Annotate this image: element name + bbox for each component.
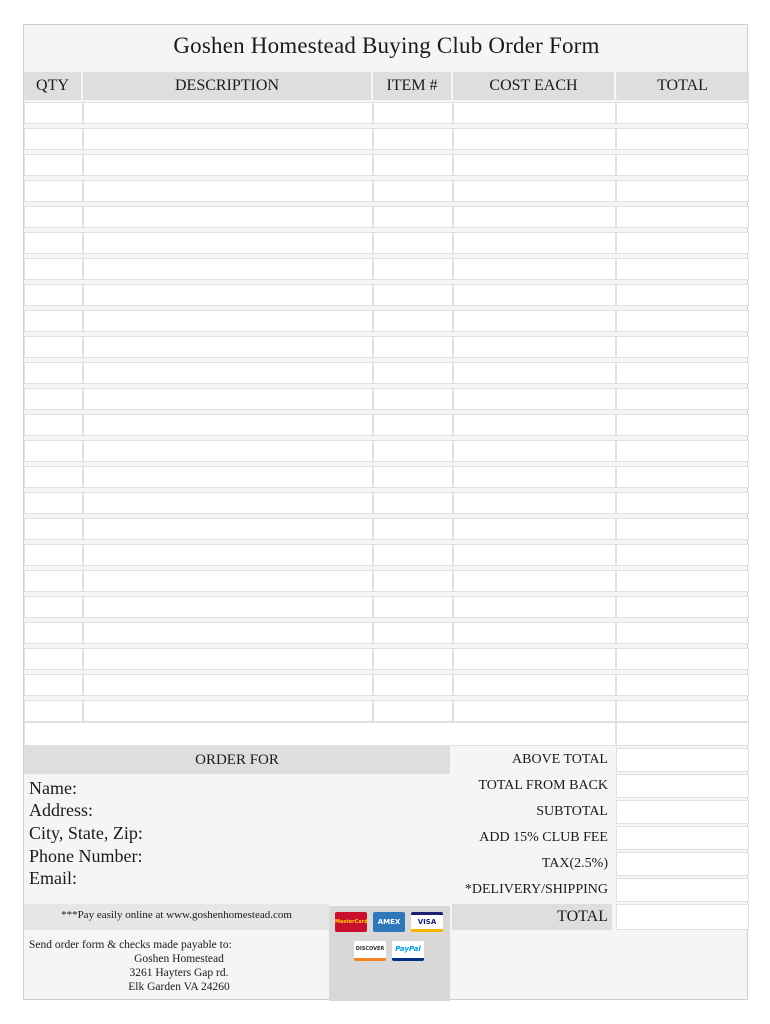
above-total-label: ABOVE TOTAL	[452, 748, 612, 772]
blank-total-cell[interactable]	[616, 722, 749, 746]
total-cell[interactable]	[616, 440, 749, 462]
item-cell[interactable]	[373, 544, 453, 566]
phone-field[interactable]: Phone Number:	[29, 846, 143, 866]
cost-each-cell[interactable]	[453, 414, 616, 436]
total-cell[interactable]	[616, 414, 749, 436]
send-instructions	[29, 938, 329, 994]
tax-cell[interactable]	[616, 852, 749, 876]
total-cell[interactable]	[616, 700, 749, 722]
qty-cell[interactable]	[24, 596, 83, 618]
total-cell[interactable]	[616, 258, 749, 280]
paypal-icon: PayPal	[392, 941, 424, 961]
qty-cell[interactable]	[24, 102, 83, 124]
description-cell[interactable]	[83, 700, 373, 722]
item-cell[interactable]	[373, 336, 453, 358]
qty-cell[interactable]	[24, 336, 83, 358]
club-fee-cell[interactable]	[616, 826, 749, 850]
qty-cell[interactable]	[24, 466, 83, 488]
cost-each-cell[interactable]	[453, 102, 616, 124]
cost-each-cell[interactable]	[453, 128, 616, 150]
description-cell[interactable]	[83, 362, 373, 384]
table-row	[24, 282, 749, 308]
tax-label: TAX(2.5%)	[452, 852, 612, 876]
address-line: Elk Garden VA 24260	[128, 981, 230, 993]
description-cell[interactable]	[83, 492, 373, 514]
cost-each-cell[interactable]	[453, 154, 616, 176]
cost-each-cell[interactable]	[453, 180, 616, 202]
item-cell[interactable]	[373, 466, 453, 488]
item-cell[interactable]	[373, 362, 453, 384]
qty-cell[interactable]	[24, 154, 83, 176]
form-title: Goshen Homestead Buying Club Order Form	[173, 33, 600, 58]
amex-icon: AMEX	[373, 912, 405, 932]
table-row	[24, 594, 749, 620]
total-cell[interactable]	[616, 232, 749, 254]
order-for-header: ORDER FOR	[24, 746, 450, 774]
cost-each-cell[interactable]	[453, 622, 616, 644]
description-cell[interactable]	[83, 544, 373, 566]
qty-cell[interactable]	[24, 518, 83, 540]
total-cell[interactable]	[616, 492, 749, 514]
description-cell[interactable]	[83, 102, 373, 124]
table-row	[24, 178, 749, 204]
item-cell[interactable]	[373, 570, 453, 592]
table-row	[24, 438, 749, 464]
item-cell[interactable]	[373, 440, 453, 462]
item-cell[interactable]	[373, 310, 453, 332]
total-cell[interactable]	[616, 154, 749, 176]
grand-total-cell[interactable]	[616, 904, 749, 930]
qty-cell[interactable]	[24, 232, 83, 254]
total-cell[interactable]	[616, 466, 749, 488]
qty-cell[interactable]	[24, 440, 83, 462]
cost-each-cell[interactable]	[453, 284, 616, 306]
cost-each-cell[interactable]	[453, 492, 616, 514]
table-row	[24, 568, 749, 594]
qty-cell[interactable]	[24, 180, 83, 202]
subtotal-label: SUBTOTAL	[452, 800, 612, 824]
grand-total-label: TOTAL	[452, 904, 612, 930]
discover-icon: DISCOVER	[354, 941, 386, 961]
total-from-back-cell[interactable]	[616, 774, 749, 798]
table-row	[24, 100, 749, 126]
item-cell[interactable]	[373, 284, 453, 306]
item-cell[interactable]	[373, 206, 453, 228]
column-header-item: ITEM #	[373, 72, 453, 100]
total-cell[interactable]	[616, 128, 749, 150]
total-cell[interactable]	[616, 388, 749, 410]
column-header-total: TOTAL	[616, 72, 749, 100]
name-field[interactable]: Name:	[29, 778, 77, 798]
description-cell[interactable]	[83, 284, 373, 306]
description-cell[interactable]	[83, 596, 373, 618]
cost-each-cell[interactable]	[453, 674, 616, 696]
address-line: Goshen Homestead	[134, 953, 224, 965]
item-cell[interactable]	[373, 180, 453, 202]
total-cell[interactable]	[616, 674, 749, 696]
description-cell[interactable]	[83, 466, 373, 488]
pay-online-note: ***Pay easily online at www.goshenhomestead.com	[24, 904, 329, 930]
total-cell[interactable]	[616, 518, 749, 540]
item-cell[interactable]	[373, 674, 453, 696]
total-cell[interactable]	[616, 180, 749, 202]
total-cell[interactable]	[616, 622, 749, 644]
delivery-cell[interactable]	[616, 878, 749, 902]
table-row	[24, 542, 749, 568]
description-cell[interactable]	[83, 232, 373, 254]
total-cell[interactable]	[616, 336, 749, 358]
qty-cell[interactable]	[24, 674, 83, 696]
city-state-zip-field[interactable]: City, State, Zip:	[29, 823, 143, 843]
item-cell[interactable]	[373, 102, 453, 124]
table-row	[24, 516, 749, 542]
cost-each-cell[interactable]	[453, 440, 616, 462]
qty-cell[interactable]	[24, 284, 83, 306]
qty-cell[interactable]	[24, 492, 83, 514]
cost-each-cell[interactable]	[453, 206, 616, 228]
description-cell[interactable]	[83, 128, 373, 150]
send-to-text: Send order form & checks made payable to:	[29, 939, 232, 951]
item-cell[interactable]	[373, 492, 453, 514]
table-row	[24, 256, 749, 282]
table-row	[24, 204, 749, 230]
qty-cell[interactable]	[24, 700, 83, 722]
address-field[interactable]: Address:	[29, 800, 93, 820]
description-cell[interactable]	[83, 570, 373, 592]
table-row	[24, 464, 749, 490]
total-cell[interactable]	[616, 570, 749, 592]
address-line: 3261 Hayters Gap rd.	[129, 967, 229, 979]
description-cell[interactable]	[83, 206, 373, 228]
cost-each-cell[interactable]	[453, 258, 616, 280]
table-row	[24, 386, 749, 412]
column-header-description: DESCRIPTION	[83, 72, 373, 100]
qty-cell[interactable]	[24, 310, 83, 332]
order-for-box	[24, 774, 450, 904]
table-row	[24, 360, 749, 386]
cost-each-cell[interactable]	[453, 310, 616, 332]
total-cell[interactable]	[616, 596, 749, 618]
description-cell[interactable]	[83, 648, 373, 670]
cost-each-cell[interactable]	[453, 700, 616, 722]
description-cell[interactable]	[83, 154, 373, 176]
email-field[interactable]: Email:	[29, 868, 77, 888]
qty-cell[interactable]	[24, 622, 83, 644]
item-cell[interactable]	[373, 258, 453, 280]
cost-each-cell[interactable]	[453, 362, 616, 384]
order-form	[23, 24, 748, 1000]
total-cell[interactable]	[616, 284, 749, 306]
description-cell[interactable]	[83, 310, 373, 332]
item-cell[interactable]	[373, 414, 453, 436]
item-cell[interactable]	[373, 128, 453, 150]
table-row	[24, 646, 749, 672]
table-row	[24, 490, 749, 516]
table-row	[24, 698, 749, 724]
qty-cell[interactable]	[24, 206, 83, 228]
item-cell[interactable]	[373, 648, 453, 670]
cost-each-cell[interactable]	[453, 336, 616, 358]
item-cell[interactable]	[373, 154, 453, 176]
total-cell[interactable]	[616, 310, 749, 332]
total-cell[interactable]	[616, 102, 749, 124]
cost-each-cell[interactable]	[453, 232, 616, 254]
table-row	[24, 334, 749, 360]
mastercard-icon: MasterCard	[335, 912, 367, 932]
cost-each-cell[interactable]	[453, 570, 616, 592]
qty-cell[interactable]	[24, 648, 83, 670]
blank-row	[24, 722, 616, 746]
above-total-cell[interactable]	[616, 748, 749, 772]
table-row	[24, 672, 749, 698]
column-header-cost-each: COST EACH	[453, 72, 616, 100]
payment-cards	[329, 906, 450, 1001]
item-cell[interactable]	[373, 700, 453, 722]
total-cell[interactable]	[616, 648, 749, 670]
description-cell[interactable]	[83, 258, 373, 280]
total-cell[interactable]	[616, 544, 749, 566]
item-cell[interactable]	[373, 232, 453, 254]
table-row	[24, 126, 749, 152]
table-row	[24, 308, 749, 334]
total-from-back-label: TOTAL FROM BACK	[452, 774, 612, 798]
club-fee-label: ADD 15% CLUB FEE	[452, 826, 612, 850]
qty-cell[interactable]	[24, 570, 83, 592]
qty-cell[interactable]	[24, 414, 83, 436]
cost-each-cell[interactable]	[453, 518, 616, 540]
total-cell[interactable]	[616, 362, 749, 384]
table-row	[24, 412, 749, 438]
cost-each-cell[interactable]	[453, 388, 616, 410]
item-cell[interactable]	[373, 596, 453, 618]
description-cell[interactable]	[83, 414, 373, 436]
qty-cell[interactable]	[24, 388, 83, 410]
description-cell[interactable]	[83, 518, 373, 540]
qty-cell[interactable]	[24, 128, 83, 150]
table-row	[24, 230, 749, 256]
visa-icon: VISA	[411, 912, 443, 932]
description-cell[interactable]	[83, 336, 373, 358]
description-cell[interactable]	[83, 622, 373, 644]
total-cell[interactable]	[616, 206, 749, 228]
item-cell[interactable]	[373, 388, 453, 410]
subtotal-cell[interactable]	[616, 800, 749, 824]
qty-cell[interactable]	[24, 258, 83, 280]
column-header-qty: QTY	[24, 72, 83, 100]
table-row	[24, 152, 749, 178]
cost-each-cell[interactable]	[453, 466, 616, 488]
item-cell[interactable]	[373, 622, 453, 644]
cost-each-cell[interactable]	[453, 544, 616, 566]
description-cell[interactable]	[83, 180, 373, 202]
item-cell[interactable]	[373, 518, 453, 540]
cost-each-cell[interactable]	[453, 648, 616, 670]
table-row	[24, 620, 749, 646]
description-cell[interactable]	[83, 388, 373, 410]
description-cell[interactable]	[83, 440, 373, 462]
qty-cell[interactable]	[24, 544, 83, 566]
description-cell[interactable]	[83, 674, 373, 696]
delivery-label: *DELIVERY/SHIPPING	[452, 878, 612, 902]
qty-cell[interactable]	[24, 362, 83, 384]
cost-each-cell[interactable]	[453, 596, 616, 618]
